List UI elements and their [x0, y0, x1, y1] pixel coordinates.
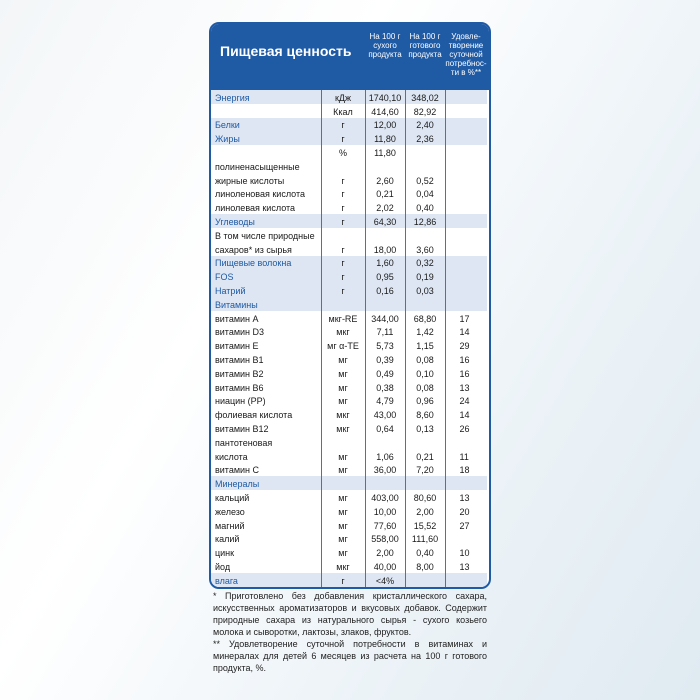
cell-daily-percent	[445, 269, 487, 283]
cell-value-ready: 0,21	[405, 449, 445, 463]
cell-unit: г	[321, 118, 365, 132]
cell-value-ready	[405, 476, 445, 490]
cell-unit: г	[321, 283, 365, 297]
table-row	[211, 228, 487, 242]
cell-value-dry: 0,21	[365, 187, 405, 201]
table-row	[211, 187, 487, 201]
cell-daily-percent: 16	[459, 354, 470, 365]
table-row	[211, 380, 487, 394]
cell-unit: мг α-ТЕ	[321, 338, 365, 352]
cell-unit: мг	[321, 545, 365, 559]
table-row	[211, 545, 487, 559]
cell-unit: г	[321, 214, 365, 228]
cell-value-ready: 1,15	[405, 338, 445, 352]
cell-value-dry: 64,30	[365, 214, 405, 228]
cell-unit: г	[321, 573, 365, 587]
footnotes	[213, 590, 487, 674]
table-row	[211, 449, 487, 463]
cell-value-dry: 11,80	[365, 131, 405, 145]
cell-name: Белки	[211, 118, 321, 132]
cell-unit: г	[321, 242, 365, 256]
cell-name: витамин В12	[211, 421, 321, 435]
cell-name: витамин В6	[211, 380, 321, 394]
cell-value-dry: 344,00	[365, 311, 405, 325]
cell-value-ready: 348,02	[405, 90, 445, 104]
nutrition-table-body	[211, 90, 487, 587]
cell-unit	[321, 476, 365, 490]
cell-unit	[321, 159, 365, 173]
cell-value-dry: 414,60	[365, 104, 405, 118]
cell-value-ready: 0,32	[405, 256, 445, 270]
table-row	[211, 256, 487, 270]
cell-daily-percent: 27	[459, 520, 470, 531]
cell-value-dry: 403,00	[365, 490, 405, 504]
cell-daily-percent: 29	[459, 341, 470, 352]
cell-value-ready: 8,00	[405, 559, 445, 573]
table-row	[211, 131, 487, 145]
cell-unit: мкг-RE	[321, 311, 365, 325]
cell-daily-percent	[445, 256, 487, 270]
cell-unit: мг	[321, 366, 365, 380]
cell-name: жирные кислоты	[211, 173, 321, 187]
cell-name: магний	[211, 518, 321, 532]
cell-value-dry: 10,00	[365, 504, 405, 518]
table-row	[211, 394, 487, 408]
cell-value-dry: 1,06	[365, 449, 405, 463]
cell-daily-percent: 17	[459, 313, 470, 324]
cell-name: витамин С	[211, 463, 321, 477]
cell-value-dry: 4,79	[365, 394, 405, 408]
cell-unit: г	[321, 200, 365, 214]
cell-value-dry: 2,00	[365, 545, 405, 559]
cell-unit: г	[321, 131, 365, 145]
cell-name: полиненасыщенные	[211, 159, 321, 173]
cell-daily-percent	[445, 200, 487, 214]
table-row	[211, 118, 487, 132]
cell-unit: кДж	[321, 90, 365, 104]
nutrition-table	[211, 90, 487, 587]
cell-daily-percent	[445, 90, 487, 104]
cell-value-dry: 40,00	[365, 559, 405, 573]
cell-value-dry	[365, 159, 405, 173]
cell-value-ready: 68,80	[405, 311, 445, 325]
table-title: Пищевая ценность	[220, 43, 352, 59]
table-row	[211, 104, 487, 118]
table-header	[211, 24, 489, 90]
cell-daily-percent: 14	[459, 327, 470, 338]
cell-name: ниацин (РР)	[211, 394, 321, 408]
cell-unit	[321, 435, 365, 449]
cell-name: Энергия	[211, 90, 321, 104]
cell-value-dry: 7,11	[365, 325, 405, 339]
cell-daily-percent	[445, 145, 487, 159]
cell-value-ready: 2,40	[405, 118, 445, 132]
cell-name: цинк	[211, 545, 321, 559]
cell-value-dry: <4%	[365, 573, 405, 587]
cell-daily-percent	[445, 476, 487, 490]
cell-name: Жиры	[211, 131, 321, 145]
cell-unit: мкг	[321, 325, 365, 339]
cell-unit: мкг	[321, 421, 365, 435]
cell-value-ready: 15,52	[405, 518, 445, 532]
cell-name: сахаров* из сырья	[211, 242, 321, 256]
cell-value-dry: 2,02	[365, 200, 405, 214]
cell-unit: Ккал	[321, 104, 365, 118]
cell-daily-percent: 18	[459, 465, 470, 476]
cell-value-ready: 0,03	[405, 283, 445, 297]
cell-daily-percent: 20	[459, 506, 470, 517]
cell-daily-percent	[445, 297, 487, 311]
cell-name: витамин D3	[211, 325, 321, 339]
cell-name: Пищевые волокна	[211, 256, 321, 270]
table-row	[211, 269, 487, 283]
cell-value-ready	[405, 297, 445, 311]
cell-daily-percent: 10	[459, 548, 470, 559]
cell-value-dry: 0,64	[365, 421, 405, 435]
table-row	[211, 173, 487, 187]
cell-unit: мг	[321, 449, 365, 463]
table-row	[211, 490, 487, 504]
cell-value-ready: 1,42	[405, 325, 445, 339]
cell-value-ready: 12,86	[405, 214, 445, 228]
cell-value-ready: 0,13	[405, 421, 445, 435]
cell-unit: мг	[321, 490, 365, 504]
cell-daily-percent	[445, 187, 487, 201]
cell-unit: г	[321, 187, 365, 201]
cell-value-dry	[365, 435, 405, 449]
cell-value-dry: 0,95	[365, 269, 405, 283]
table-row	[211, 435, 487, 449]
column-header-daily: Удовле-творение суточной потребнос-ти в %**	[445, 32, 487, 77]
cell-value-ready: 0,04	[405, 187, 445, 201]
table-row	[211, 421, 487, 435]
table-row	[211, 214, 487, 228]
cell-daily-percent	[445, 131, 487, 145]
cell-value-ready: 0,96	[405, 394, 445, 408]
cell-value-ready	[405, 573, 445, 587]
cell-daily-percent: 13	[459, 382, 470, 393]
cell-daily-percent: 13	[459, 492, 470, 503]
cell-name: йод	[211, 559, 321, 573]
cell-unit: мг	[321, 518, 365, 532]
table-row	[211, 90, 487, 104]
cell-daily-percent	[445, 159, 487, 173]
cell-value-dry: 36,00	[365, 463, 405, 477]
cell-daily-percent: 26	[459, 423, 470, 434]
nutrition-table-card	[209, 22, 491, 589]
cell-daily-percent	[445, 242, 487, 256]
cell-name: линолевая кислота	[211, 200, 321, 214]
cell-daily-percent	[445, 435, 487, 449]
cell-value-dry: 5,73	[365, 338, 405, 352]
cell-daily-percent	[445, 283, 487, 297]
cell-value-dry: 558,00	[365, 532, 405, 546]
table-row	[211, 325, 487, 339]
cell-unit	[321, 228, 365, 242]
cell-unit	[321, 297, 365, 311]
cell-value-dry: 43,00	[365, 407, 405, 421]
cell-name: кислота	[211, 449, 321, 463]
table-row	[211, 145, 487, 159]
cell-value-dry: 1740,10	[365, 90, 405, 104]
cell-value-dry: 77,60	[365, 518, 405, 532]
table-row	[211, 311, 487, 325]
cell-unit: г	[321, 269, 365, 283]
column-header-ready: На 100 г готового продукта	[408, 32, 442, 59]
cell-daily-percent	[445, 118, 487, 132]
cell-value-ready: 2,00	[405, 504, 445, 518]
cell-daily-percent	[445, 214, 487, 228]
cell-unit: мг	[321, 380, 365, 394]
cell-name: фолиевая кислота	[211, 407, 321, 421]
cell-name: калий	[211, 532, 321, 546]
table-row	[211, 476, 487, 490]
cell-value-ready: 0,19	[405, 269, 445, 283]
cell-name: влага	[211, 573, 321, 587]
cell-name: линоленовая кислота	[211, 187, 321, 201]
column-header-dry: На 100 г сухого продукта	[368, 32, 402, 59]
cell-value-ready: 111,60	[405, 532, 445, 546]
cell-value-dry: 18,00	[365, 242, 405, 256]
cell-name	[211, 104, 321, 118]
cell-value-dry: 0,49	[365, 366, 405, 380]
cell-value-dry	[365, 228, 405, 242]
cell-name: кальций	[211, 490, 321, 504]
cell-value-ready: 8,60	[405, 407, 445, 421]
table-row	[211, 407, 487, 421]
footnote-no-sugar: * Приготовлено без добавления кристаллического сахара, искусственных ароматизаторов и вкусовых добавок. Содержит природные сахара из натурального сырья - сухого козьего молока и сыворотки, лактозы, злаков, фруктов.	[213, 591, 487, 637]
cell-unit: мг	[321, 504, 365, 518]
cell-unit: мг	[321, 352, 365, 366]
table-row	[211, 518, 487, 532]
table-row	[211, 338, 487, 352]
cell-name: пантотеновая	[211, 435, 321, 449]
cell-daily-percent: 16	[459, 368, 470, 379]
cell-name: Витамины	[211, 297, 321, 311]
cell-value-dry: 0,39	[365, 352, 405, 366]
cell-value-dry: 2,60	[365, 173, 405, 187]
cell-daily-percent	[445, 173, 487, 187]
cell-name: Углеводы	[211, 214, 321, 228]
cell-value-dry: 11,80	[365, 145, 405, 159]
cell-daily-percent	[445, 573, 487, 587]
cell-value-ready: 0,10	[405, 366, 445, 380]
cell-unit: %	[321, 145, 365, 159]
cell-value-dry	[365, 476, 405, 490]
cell-name: Натрий	[211, 283, 321, 297]
cell-value-dry: 0,38	[365, 380, 405, 394]
cell-daily-percent: 13	[459, 561, 470, 572]
cell-name	[211, 145, 321, 159]
cell-value-ready: 0,52	[405, 173, 445, 187]
cell-value-ready: 2,36	[405, 131, 445, 145]
cell-name: Минералы	[211, 476, 321, 490]
cell-name: витамин В2	[211, 366, 321, 380]
table-row	[211, 559, 487, 573]
cell-value-ready: 0,40	[405, 545, 445, 559]
cell-value-ready: 0,08	[405, 352, 445, 366]
cell-unit: мкг	[321, 559, 365, 573]
cell-unit: мкг	[321, 407, 365, 421]
cell-daily-percent	[445, 532, 487, 546]
cell-name: витамин Е	[211, 338, 321, 352]
table-row	[211, 573, 487, 587]
cell-name: витамин В1	[211, 352, 321, 366]
cell-name: железо	[211, 504, 321, 518]
cell-daily-percent	[445, 104, 487, 118]
cell-value-dry	[365, 297, 405, 311]
cell-daily-percent: 24	[459, 396, 470, 407]
table-row	[211, 297, 487, 311]
table-row	[211, 463, 487, 477]
cell-value-ready: 7,20	[405, 463, 445, 477]
cell-name: витамин А	[211, 311, 321, 325]
table-row	[211, 242, 487, 256]
cell-unit: г	[321, 173, 365, 187]
cell-value-ready	[405, 435, 445, 449]
cell-daily-percent	[445, 228, 487, 242]
cell-value-ready	[405, 145, 445, 159]
cell-daily-percent: 14	[459, 410, 470, 421]
cell-value-ready	[405, 159, 445, 173]
cell-unit: мг	[321, 532, 365, 546]
cell-value-ready: 0,08	[405, 380, 445, 394]
cell-unit: г	[321, 256, 365, 270]
cell-value-dry: 12,00	[365, 118, 405, 132]
cell-value-dry: 1,60	[365, 256, 405, 270]
cell-value-ready: 3,60	[405, 242, 445, 256]
cell-value-dry: 0,16	[365, 283, 405, 297]
table-row	[211, 532, 487, 546]
cell-name: FOS	[211, 269, 321, 283]
cell-value-ready: 80,60	[405, 490, 445, 504]
table-row	[211, 504, 487, 518]
cell-name: В том числе природные	[211, 228, 321, 242]
cell-value-ready: 0,40	[405, 200, 445, 214]
cell-daily-percent: 11	[459, 451, 469, 462]
table-row	[211, 283, 487, 297]
cell-unit: мг	[321, 394, 365, 408]
footnote-daily-needs: ** Удовлетворение суточной потребности в витаминах и минералах для детей 6 месяцев из расчета на 100 г готового продукта, %.	[213, 639, 487, 673]
table-row	[211, 200, 487, 214]
table-row	[211, 159, 487, 173]
cell-value-ready	[405, 228, 445, 242]
cell-unit: мг	[321, 463, 365, 477]
table-row	[211, 366, 487, 380]
cell-value-ready: 82,92	[405, 104, 445, 118]
table-row	[211, 352, 487, 366]
